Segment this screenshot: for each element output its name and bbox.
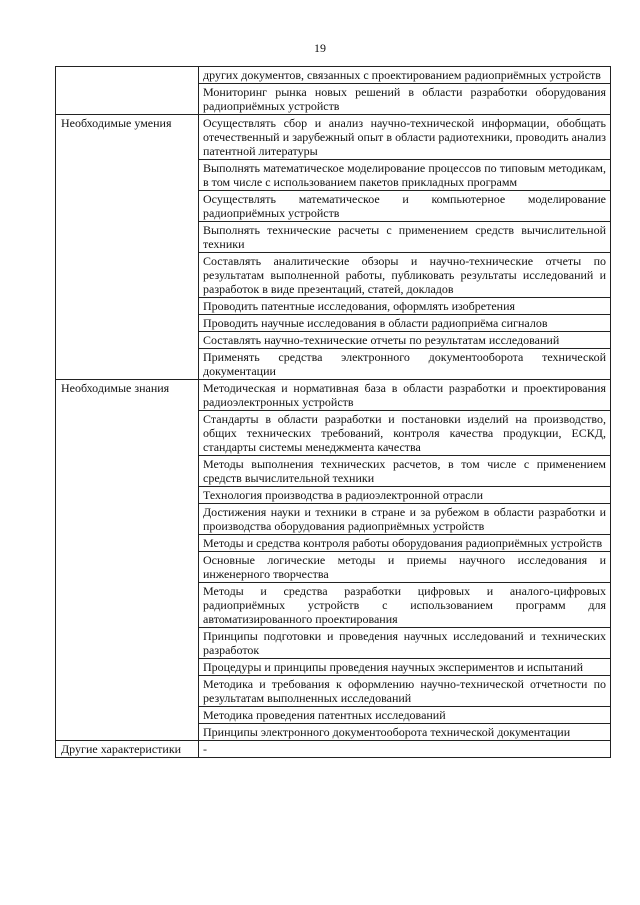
row-text: Выполнять технические расчеты с применением средств вычислительной техники bbox=[199, 222, 611, 253]
row-text: Осуществлять математическое и компьютерное моделирование радиоприёмных устройств bbox=[199, 191, 611, 222]
row-label-skills: Необходимые умения bbox=[56, 115, 199, 380]
row-text: Мониторинг рынка новых решений в области разработки оборудования радиоприёмных устройств bbox=[199, 84, 611, 115]
row-text: Принципы электронного документооборота технической документации bbox=[199, 724, 611, 741]
row-text: Составлять аналитические обзоры и научно-технические отчеты по результатам выполненной работы, публиковать результаты исследований и разработок в виде презентаций, статей, докладов bbox=[199, 253, 611, 298]
table-row bbox=[56, 115, 611, 160]
page-number: 19 bbox=[314, 41, 326, 55]
row-text: Достижения науки и техники в стране и за рубежом в области разработки и производства оборудования радиоприёмных устройств bbox=[199, 504, 611, 535]
row-label bbox=[56, 67, 199, 115]
row-text: Методика и требования к оформлению научно-технической отчетности по результатам выполненных исследований bbox=[199, 676, 611, 707]
row-text: Технология производства в радиоэлектронной отрасли bbox=[199, 487, 611, 504]
row-text: Методическая и нормативная база в области разработки и проектирования радиоэлектронных устройств bbox=[199, 380, 611, 411]
row-text: Методы выполнения технических расчетов, в том числе с применением средств вычислительной техники bbox=[199, 456, 611, 487]
table-row bbox=[56, 380, 611, 411]
row-text: Проводить патентные исследования, оформлять изобретения bbox=[199, 298, 611, 315]
row-text: Принципы подготовки и проведения научных исследований и технических разработок bbox=[199, 628, 611, 659]
row-text: Стандарты в области разработки и постановки изделий на производство, общих технических требований, контроля качества продукции, ЕСКД, стандарты системы менеджмента качества bbox=[199, 411, 611, 456]
row-text: Методика проведения патентных исследований bbox=[199, 707, 611, 724]
table-row bbox=[56, 67, 611, 84]
row-text: Применять средства электронного документооборота технической документации bbox=[199, 349, 611, 380]
row-label-other: Другие характеристики bbox=[56, 741, 199, 758]
row-text: Составлять научно-технические отчеты по результатам исследований bbox=[199, 332, 611, 349]
row-text: Методы и средства разработки цифровых и аналого-цифровых радиоприёмных устройств с использованием программ для автоматизированного проектирования bbox=[199, 583, 611, 628]
row-text: других документов, связанных с проектированием радиоприёмных устройств bbox=[199, 67, 611, 84]
row-text: Проводить научные исследования в области радиоприёма сигналов bbox=[199, 315, 611, 332]
table-row bbox=[56, 741, 611, 758]
row-text: Осуществлять сбор и анализ научно-технической информации, обобщать отечественный и зарубежный опыт в области радиотехники, проводить анализ патентной литературы bbox=[199, 115, 611, 160]
row-label-knowledge: Необходимые знания bbox=[56, 380, 199, 741]
row-text: Основные логические методы и приемы научного исследования и инженерного творчества bbox=[199, 552, 611, 583]
row-text: - bbox=[199, 741, 611, 758]
row-text: Выполнять математическое моделирование процессов по типовым методикам, в том числе с использованием пакетов прикладных программ bbox=[199, 160, 611, 191]
row-text: Методы и средства контроля работы оборудования радиоприёмных устройств bbox=[199, 535, 611, 552]
row-text: Процедуры и принципы проведения научных экспериментов и испытаний bbox=[199, 659, 611, 676]
requirements-table bbox=[55, 66, 611, 758]
